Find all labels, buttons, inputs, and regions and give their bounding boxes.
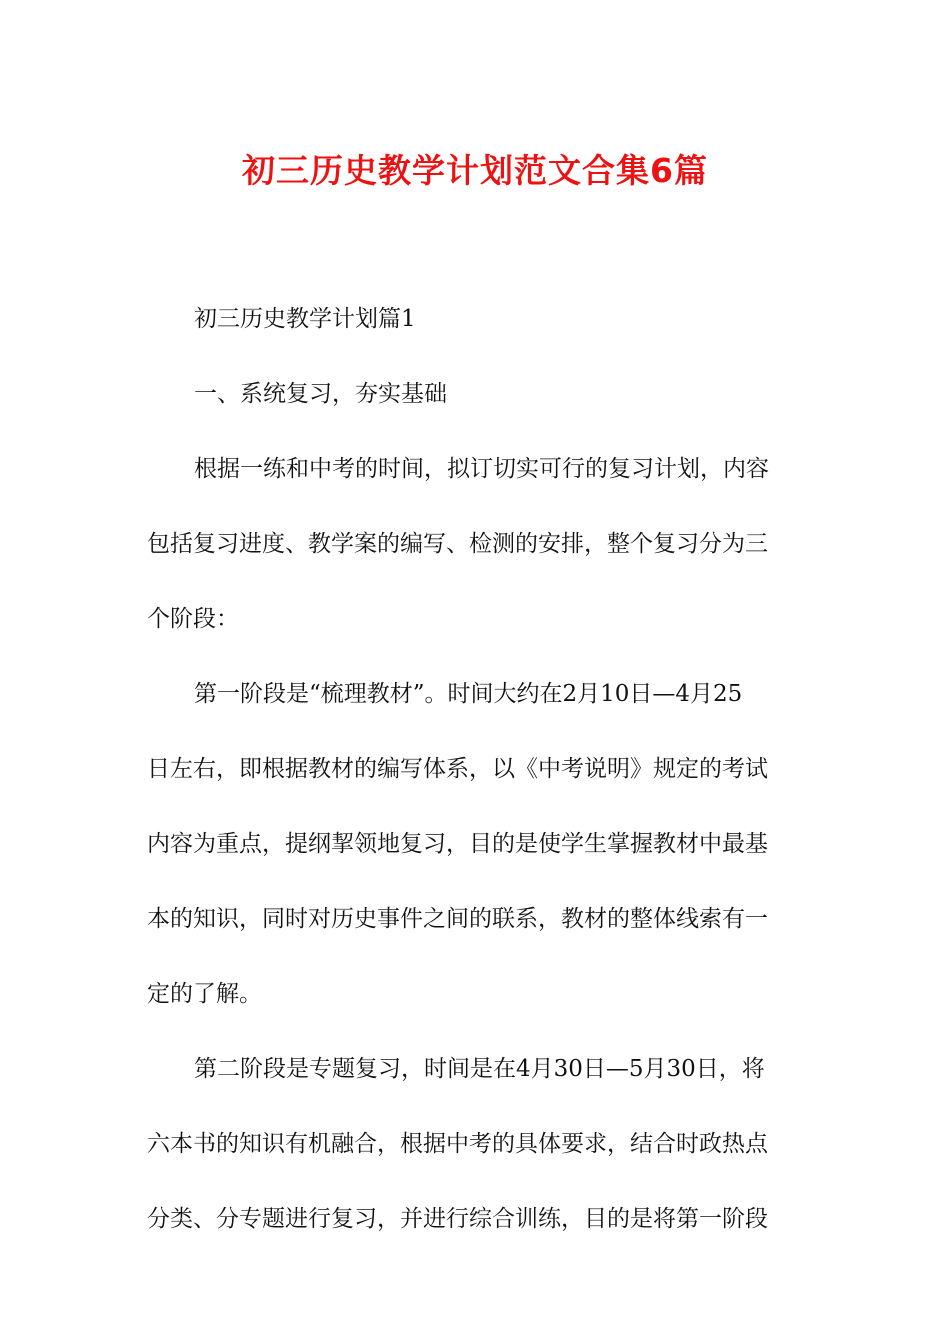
paragraph-line: 第二阶段是专题复习，时间是在4月30日—5月30日，将 <box>194 1056 765 1082</box>
paragraph-line: 日左右，即根据教材的编写体系，以《中考说明》规定的考试 <box>147 756 768 782</box>
paragraph-line: 个阶段： <box>147 606 239 632</box>
paragraph-line: 本的知识，同时对历史事件之间的联系，教材的整体线索有一 <box>147 906 768 932</box>
paragraph-line: 内容为重点，提纲挈领地复习，目的是使学生掌握教材中最基 <box>147 831 768 857</box>
section-heading: 初三历史教学计划篇1 <box>194 306 416 332</box>
paragraph-line: 六本书的知识有机融合，根据中考的具体要求，结合时政热点 <box>147 1131 768 1157</box>
subsection-heading: 一、系统复习，夯实基础 <box>194 381 447 407</box>
document-body <box>147 282 797 1257</box>
paragraph-line: 分类、分专题进行复习，并进行综合训练，目的是将第一阶段 <box>147 1206 768 1232</box>
paragraph-line: 包括复习进度、教学案的编写、检测的安排，整个复习分为三 <box>147 531 768 557</box>
paragraph-line: 第一阶段是“梳理教材”。时间大约在2月10日—4月25 <box>194 681 743 707</box>
paragraph-line: 定的了解。 <box>147 981 262 1007</box>
document-title: 初三历史教学计划范文合集6篇 <box>242 151 708 190</box>
paragraph-line: 根据一练和中考的时间，拟订切实可行的复习计划，内容 <box>194 456 769 482</box>
